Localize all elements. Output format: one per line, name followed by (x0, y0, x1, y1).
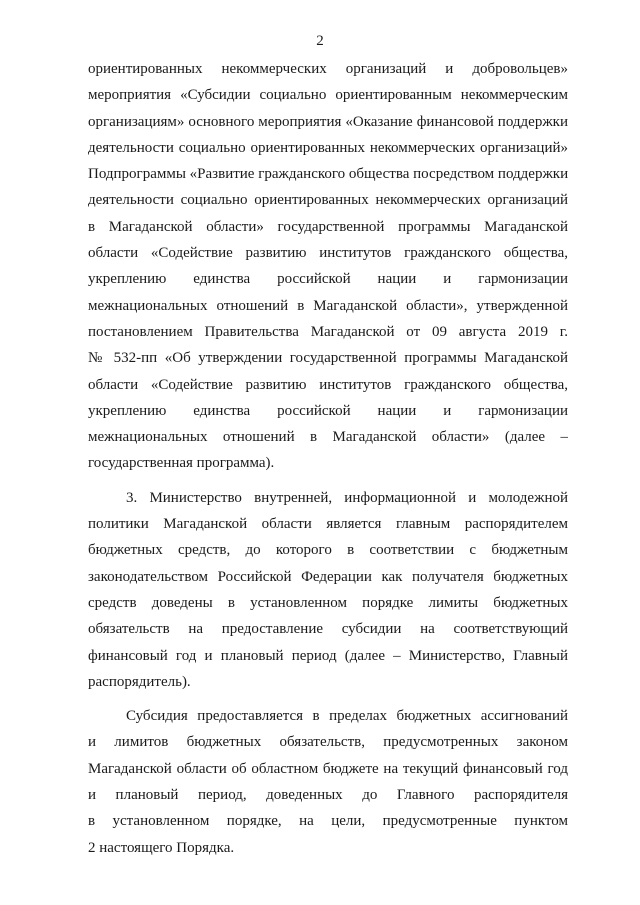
paragraph-gap (88, 477, 568, 485)
text-line: межнациональных отношений в Магаданской области», утвержденной (88, 297, 568, 314)
paragraph-gap (88, 695, 568, 703)
paragraph-1 (88, 56, 568, 477)
text-line: государственная программа). (88, 455, 275, 472)
document-body (88, 56, 568, 861)
page-number: 2 (316, 33, 324, 49)
text-line: деятельности социально ориентированных некоммерческих организаций (88, 192, 568, 209)
text-line: в Магаданской области» государственной программы Магаданской (88, 218, 568, 235)
text-line: Субсидия предоставляется в пределах бюджетных ассигнований (126, 708, 568, 725)
text-line: деятельности социально ориентированных некоммерческих организаций» (88, 139, 568, 156)
text-line: укреплению единства российской нации и гармонизации (88, 402, 568, 419)
text-line: бюджетных средств, до которого в соответствии с бюджетным (88, 542, 568, 559)
text-line: ориентированных некоммерческих организаций и добровольцев» (88, 61, 568, 77)
text-line: в установленном порядке, на цели, предусмотренные пунктом (88, 813, 568, 830)
text-line: и лимитов бюджетных обязательств, предусмотренных законом (88, 734, 568, 751)
text-line: средств доведены в установленном порядке лимиты бюджетных (88, 594, 568, 611)
text-line: Магаданской области об областном бюджете на текущий финансовый год (88, 760, 568, 777)
text-line: № 532-пп «Об утверждении государственной программы Магаданской (88, 350, 568, 367)
text-line: области «Содействие развитию институтов гражданского общества, (88, 376, 568, 393)
text-line: укреплению единства российской нации и гармонизации (88, 271, 568, 288)
text-line: 3. Министерство внутренней, информационной и молодежной (126, 489, 568, 506)
text-line: Подпрограммы «Развитие гражданского общества посредством поддержки (88, 166, 568, 183)
text-line: межнациональных отношений в Магаданской области» (далее – (88, 429, 568, 446)
text-line: мероприятия «Субсидии социально ориентированным некоммерческим (88, 87, 568, 104)
text-line: финансовый год и плановый период (далее – Министерство, Главный (88, 647, 568, 664)
text-line: области «Содействие развитию институтов гражданского общества, (88, 245, 568, 262)
paragraph-2 (88, 485, 568, 695)
text-line: и плановый период, доведенных до Главного распорядителя (88, 787, 568, 804)
text-line: обязательств на предоставление субсидии на соответствующий (88, 621, 568, 638)
text-line: организациям» основного мероприятия «Оказание финансовой поддержки (88, 113, 568, 130)
text-line: 2 настоящего Порядка. (88, 839, 235, 856)
text-line: политики Магаданской области является главным распорядителем (88, 516, 568, 533)
text-line: распорядитель). (88, 673, 191, 690)
text-line: постановлением Правительства Магаданской от 09 августа 2019 г. (88, 323, 568, 340)
text-line: законодательством Российской Федерации как получателя бюджетных (88, 568, 568, 585)
paragraph-3 (88, 703, 568, 861)
